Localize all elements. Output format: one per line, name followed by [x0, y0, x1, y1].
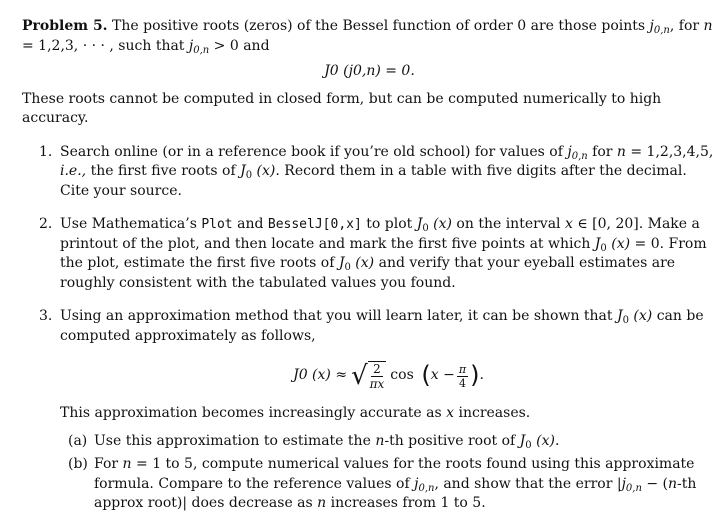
code-plot: Plot [201, 217, 233, 232]
sqrt-expression [351, 361, 386, 391]
task-number: 2. [39, 216, 53, 232]
problem-intro: Problem 5. The positive roots (zeros) of the Bessel function of order 0 are those points $j_{0,n}$, for n = 1,2,3, · · · , such that $j_{0,n} > 0$ and [22, 18, 713, 56]
left-paren-icon: ( [413, 361, 431, 390]
right-paren-icon: ) [470, 361, 480, 390]
subtask-label: (b) [68, 456, 88, 472]
problem-label: Problem 5. [22, 18, 108, 34]
task-item-2: 2. Use Mathematica’s Plot and BesselJ[0,x] to plot $J_0$ (x) on the interval x ∈ [0, 20]. Make a printout of the plot, and then locate and mark the first five points at which $J_0$ (x) = 0. From the plot, estimate the first five roots of $J_0$ (x) and verify that your eyeball estimates are roughly consistent with the tabulated values you found. [39, 216, 707, 291]
task-list [22, 143, 717, 514]
bessel-root-equation: J0 (j0,n) = 0. [324, 63, 415, 79]
radical-icon: √ [351, 361, 368, 391]
approximation-equation: J0 (x) ≈ √ $\frac{2}{\pi x}$ cos ( x − $\frac{\pi}{4}$ ) . [293, 361, 484, 391]
code-besselj: BesselJ[0,x] [267, 217, 362, 232]
problem-note: These roots cannot be computed in closed form, but can be computed numerically to high accuracy. [22, 90, 662, 126]
subtask-item-a: (a) Use this approximation to estimate the n-th positive root of $J_0$ (x). [68, 432, 560, 451]
task-number: 3. [39, 308, 53, 324]
subtask-list [60, 432, 717, 514]
task-item-3: 3. Using an approximation method that you will learn later, it can be shown that $J_0$ (x) can be computed approximately as follows, J0 (x) ≈ √ $\frac{2}{\pi x}$ cos ( x − $\frac{\pi}{4}$ ) . This approximation becomes increasingly accurate as x increases. (a) Use this approximation to estimate the n-th positive root of $J_0$ (x). (b) For n = 1 to 5, compute numerical values for the roots found using this approximate formula. Compare to the reference values of $j_{0,n}$, and show that the error $|j_{0,n} - (n-th$ approx root)| does decrease as n increases from 1 to 5. [22, 307, 717, 514]
sqrt-fraction: $\frac{2}{\pi x}$ [369, 362, 385, 391]
task-number: 1. [39, 143, 53, 160]
approximation-note: This approximation becomes increasingly accurate as x increases. [60, 405, 531, 421]
subtask-label: (a) [68, 432, 88, 449]
task-item-1: 1. Search online (or in a reference book if you’re old school) for values of $j_{0,n}$ for n = 1,2,3,4,5, i.e., the first five roots of $J_0$ (x). Record them in a table with five digits after the decimal. Cite your source. [39, 143, 714, 199]
subtask-item-b: (b) For n = 1 to 5, compute numerical values for the roots found using this approximate formula. Compare to the reference values of $j_{0,n}$, and show that the error $|j_{0,n} - (n-th$ approx root)| does decrease as n increases from 1 to 5. [68, 456, 697, 511]
pi-over-four: $\frac{\pi}{4}$ [458, 362, 467, 390]
